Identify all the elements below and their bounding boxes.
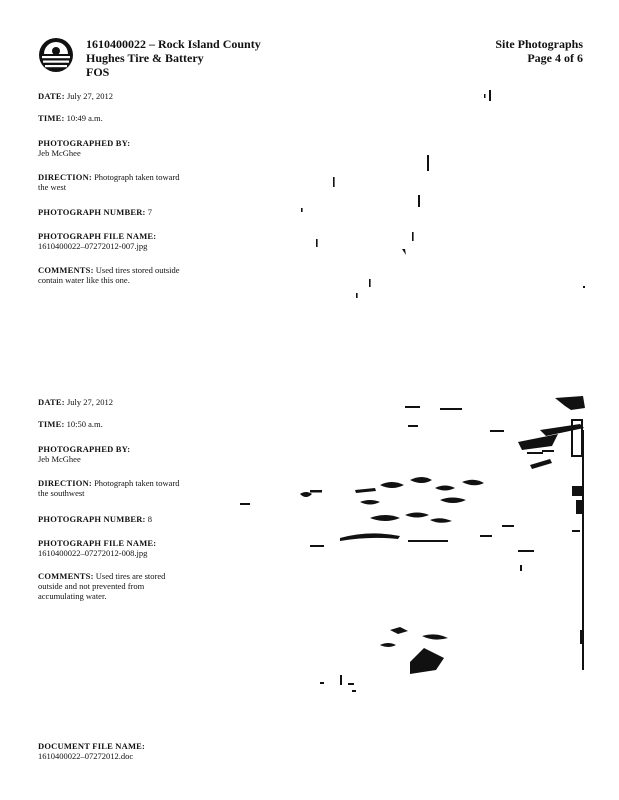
photo-7-photographer: PHOTOGRAPHED BY: Jeb McGhee (38, 138, 131, 158)
photo-8-photographer: PHOTOGRAPHED BY: Jeb McGhee (38, 444, 131, 464)
photo-8-direction: DIRECTION: Photograph taken toward the southwest (38, 478, 180, 498)
photo-8-file-name: PHOTOGRAPH FILE NAME: 1610400022–07272012-008.jpg (38, 538, 157, 558)
photo-8-number: PHOTOGRAPH NUMBER: 8 (38, 514, 152, 524)
photo-8-comments: COMMENTS: Used tires are stored outside and not prevented from accumulating water. (38, 571, 166, 601)
facility-name: Hughes Tire & Battery (86, 51, 204, 65)
inspection-type: FOS (86, 65, 110, 79)
photo-7-comments: COMMENTS: Used tires stored outside contain water like this one. (38, 265, 180, 285)
document-section-title: Site Photographs (495, 37, 583, 51)
photo-7-file-name: PHOTOGRAPH FILE NAME: 1610400022–07272012-007.jpg (38, 231, 157, 251)
page-number: Page 4 of 6 (527, 51, 583, 65)
photo-8-time: TIME: 10:50 a.m. (38, 419, 103, 429)
agency-logo (38, 37, 74, 73)
photo-7-direction: DIRECTION: Photograph taken toward the west (38, 172, 180, 192)
header-title-block (86, 37, 261, 79)
photo-7-date: DATE: July 27, 2012 (38, 91, 113, 101)
site-id-county: 1610400022 – Rock Island County (86, 37, 261, 51)
photo-7-time: TIME: 10:49 a.m. (38, 113, 103, 123)
photo-8-date: DATE: July 27, 2012 (38, 397, 113, 407)
photo-8-image (200, 390, 590, 695)
header-right-block (495, 37, 583, 65)
document-file-name: DOCUMENT FILE NAME: 1610400022–07272012.doc (38, 741, 146, 761)
photo-7-number: PHOTOGRAPH NUMBER: 7 (38, 207, 152, 217)
photo-7-image (200, 85, 590, 380)
